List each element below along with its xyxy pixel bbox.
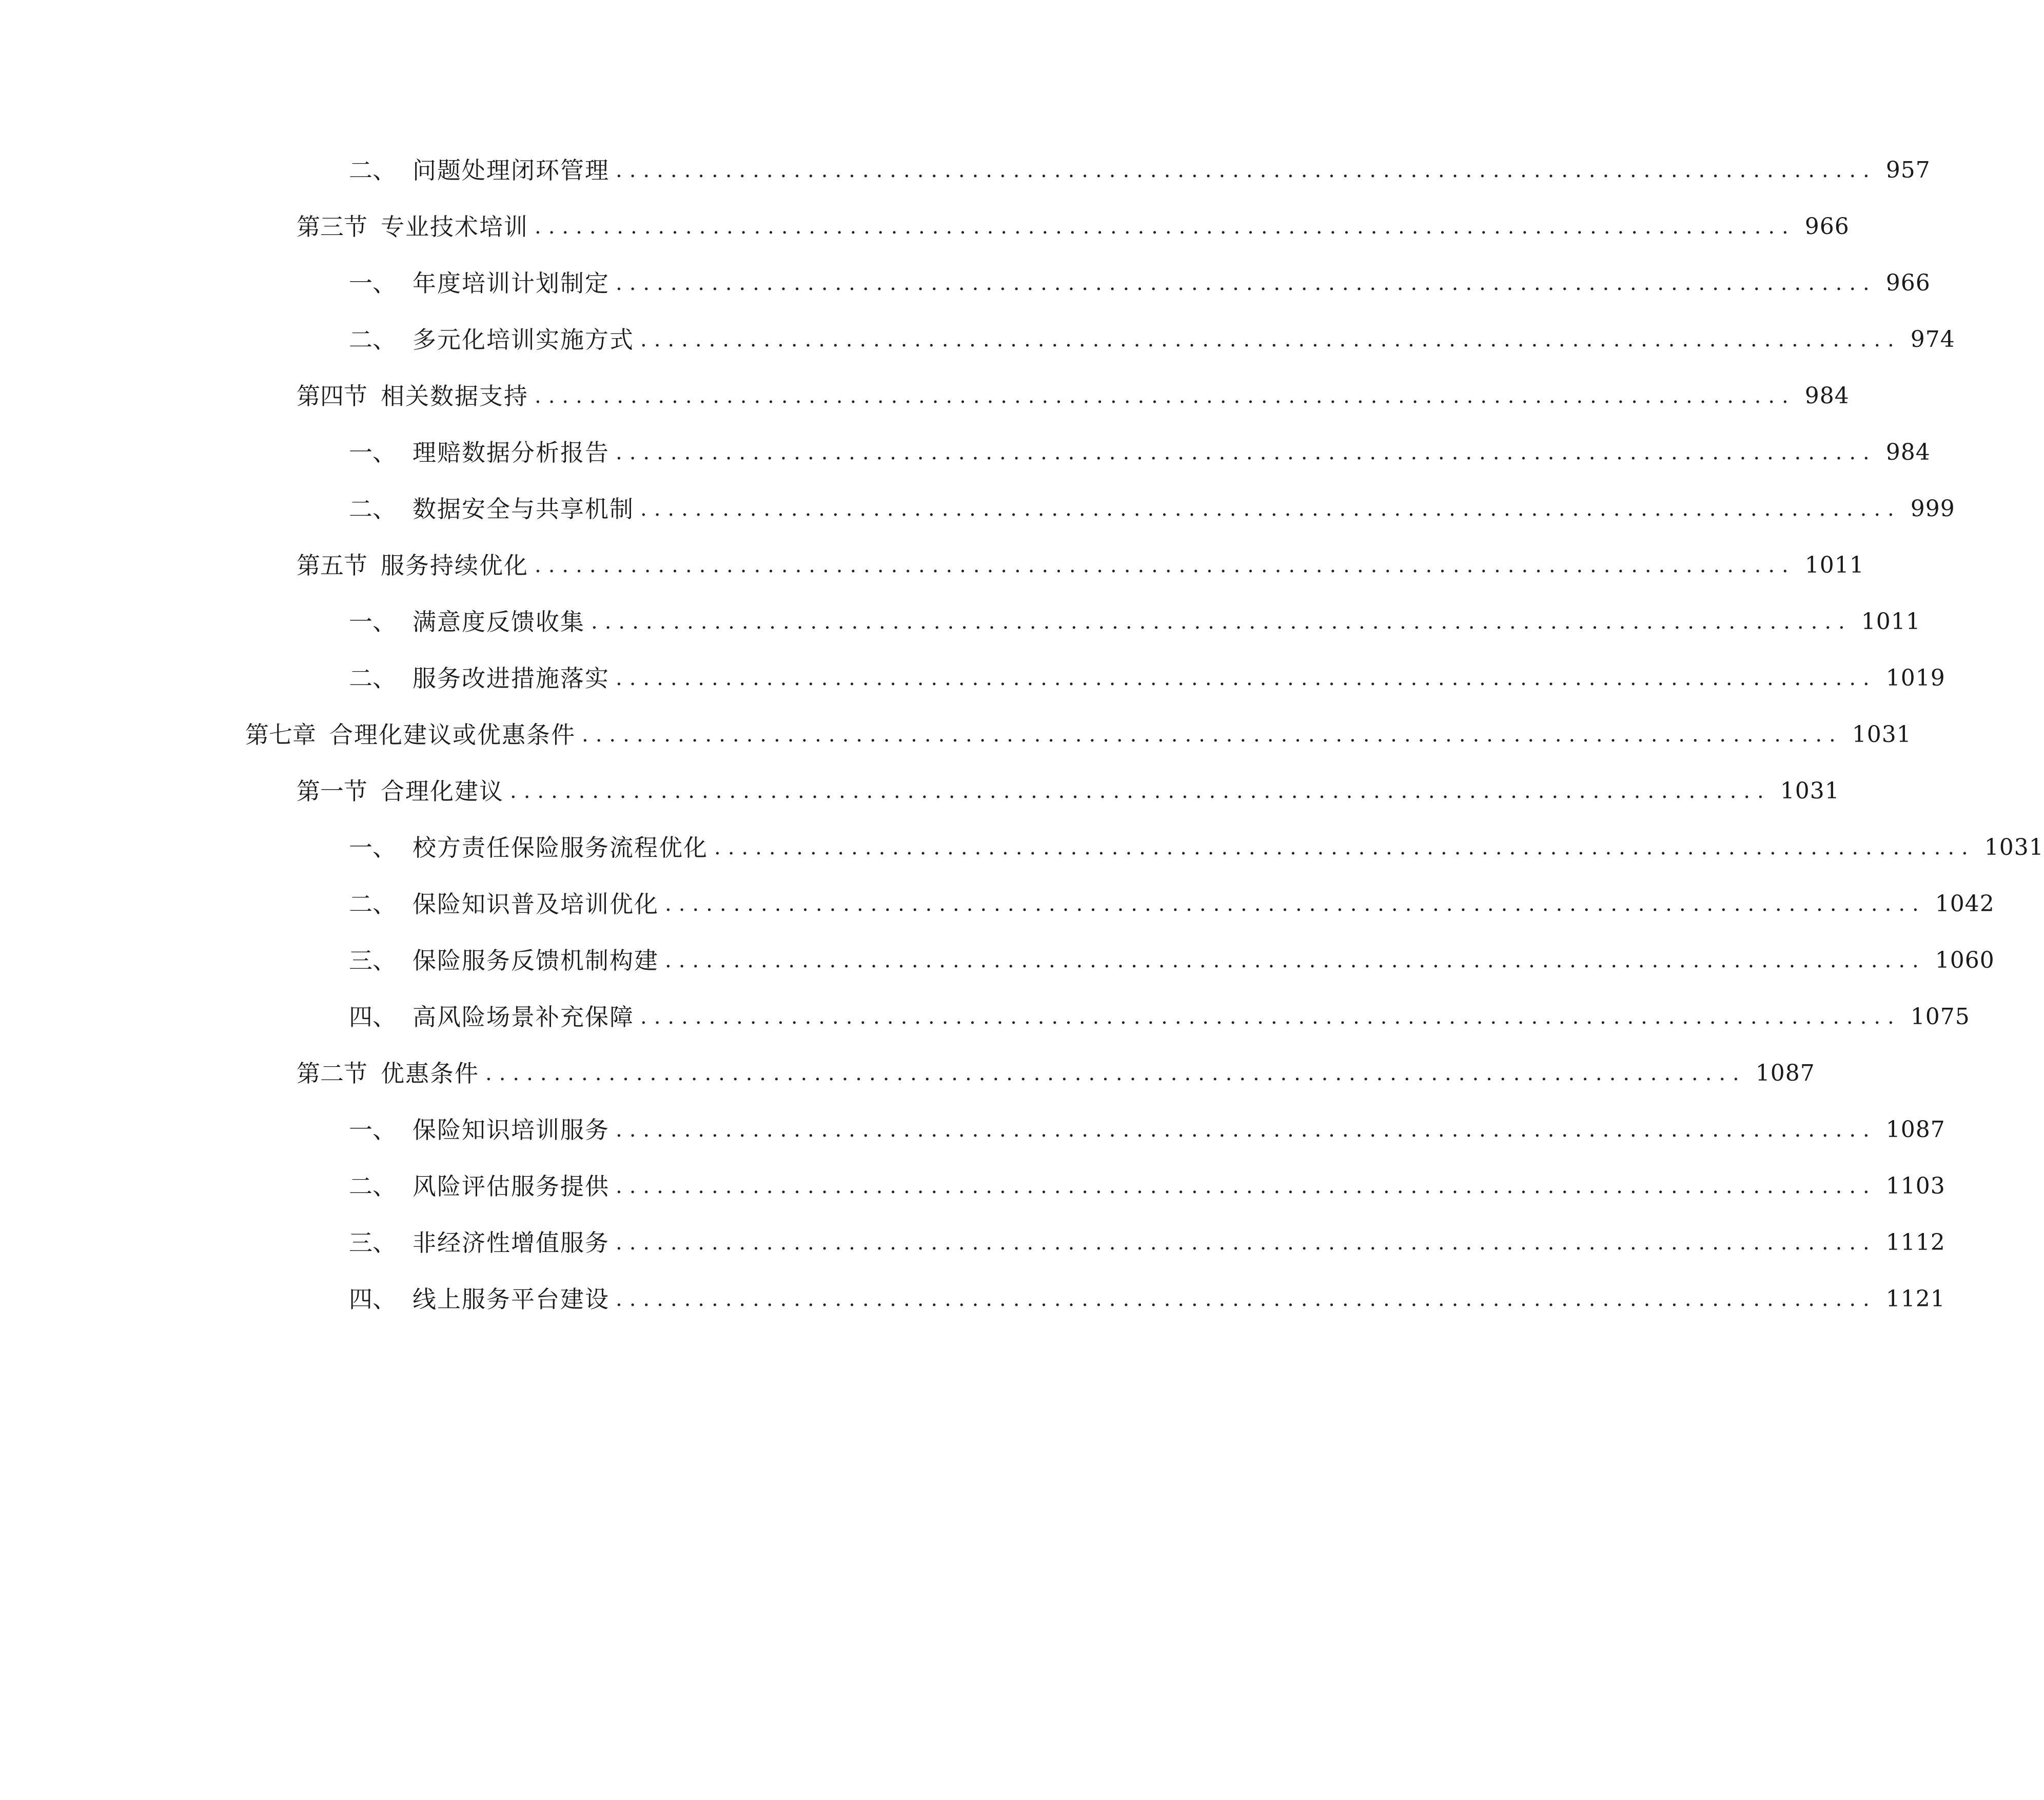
toc-entry[interactable] (297, 1053, 1815, 1094)
entry-number: 二、 (349, 495, 396, 523)
entry-number: 二、 (349, 890, 396, 918)
page-number: 1121 (1885, 1286, 1945, 1312)
dot-leader: ............................................................................................ (582, 723, 1843, 747)
entry-title: 高风险场景补充保障 (412, 1003, 634, 1031)
entry-title: 保险知识培训服务 (412, 1116, 610, 1144)
toc-entry[interactable] (349, 601, 1921, 642)
dot-leader: ............................................................................................ (616, 1287, 1877, 1311)
dot-leader: ............................................................................................ (665, 892, 1926, 916)
toc-entry[interactable] (349, 1166, 1945, 1207)
dot-leader: ............................................................................................ (640, 328, 1901, 351)
entry-title: 非经济性增值服务 (412, 1229, 610, 1257)
toc-entry[interactable] (297, 545, 1864, 586)
toc-entry[interactable] (349, 432, 1931, 473)
entry-title: 服务持续优化 (381, 552, 528, 579)
page-number: 1042 (1935, 891, 1995, 917)
entry-number: 一、 (349, 834, 396, 862)
entry-number: 四、 (349, 1003, 396, 1031)
page-number: 984 (1804, 383, 1850, 409)
toc-entry[interactable] (349, 1222, 1945, 1263)
entry-title: 合理化建议或优惠条件 (329, 721, 576, 749)
page-number: 1087 (1755, 1060, 1815, 1086)
dot-leader: ............................................................................................ (616, 159, 1877, 182)
page-number: 1112 (1885, 1229, 1945, 1256)
entry-title: 风险评估服务提供 (412, 1172, 610, 1200)
dot-leader: ............................................................................................ (535, 384, 1796, 408)
page-number: 1060 (1935, 947, 1995, 973)
toc-entry[interactable] (349, 996, 1970, 1038)
entry-title: 问题处理闭环管理 (412, 156, 610, 184)
entry-number: 一、 (349, 1116, 396, 1144)
page-number: 966 (1804, 213, 1850, 240)
entry-number: 三、 (349, 1229, 396, 1257)
toc-entry[interactable] (349, 658, 1945, 699)
entry-number: 二、 (349, 1172, 396, 1200)
page-number: 1075 (1910, 1004, 1970, 1030)
page-number: 1031 (1780, 778, 1840, 804)
page-number: 957 (1885, 157, 1931, 183)
toc-entry[interactable] (349, 940, 1995, 981)
dot-leader: ............................................................................................ (616, 441, 1877, 464)
page-number: 974 (1910, 326, 1955, 353)
toc-entry[interactable] (349, 488, 1955, 530)
page-number: 1031 (1984, 834, 2044, 860)
entry-number: 一、 (349, 269, 396, 297)
dot-leader: ............................................................................................ (591, 610, 1852, 634)
entry-number: 四、 (349, 1285, 396, 1313)
entry-number: 二、 (349, 664, 396, 692)
toc-entry[interactable] (297, 376, 1850, 417)
entry-title: 理赔数据分析报告 (412, 439, 610, 466)
entry-number: 第四节 (297, 382, 367, 410)
dot-leader: ............................................................................................ (665, 949, 1926, 972)
page-number: 1103 (1885, 1173, 1945, 1199)
toc-entry[interactable] (297, 206, 1850, 247)
dot-leader: ............................................................................................ (535, 554, 1796, 577)
entry-title: 满意度反馈收集 (412, 608, 585, 636)
dot-leader: ............................................................................................ (616, 1231, 1877, 1255)
page-number: 1031 (1852, 721, 1912, 748)
entry-number: 二、 (349, 326, 396, 354)
entry-title: 多元化培训实施方式 (412, 326, 634, 354)
dot-leader: ............................................................................................ (616, 667, 1877, 690)
entry-title: 优惠条件 (381, 1060, 479, 1087)
entry-number: 第七章 (245, 721, 316, 749)
dot-leader: ............................................................................................ (616, 1118, 1877, 1142)
entry-title: 校方责任保险服务流程优化 (412, 834, 708, 862)
page-number: 1087 (1885, 1117, 1945, 1143)
page-number: 984 (1885, 439, 1931, 465)
entry-title: 保险知识普及培训优化 (412, 890, 659, 918)
page-number: 966 (1885, 270, 1931, 296)
entry-title: 线上服务平台建设 (412, 1285, 610, 1313)
entry-title: 合理化建议 (381, 777, 504, 805)
toc-entry[interactable] (349, 319, 1955, 360)
dot-leader: ............................................................................................ (535, 215, 1796, 239)
toc-entry[interactable] (349, 884, 1995, 925)
entry-title: 数据安全与共享机制 (412, 495, 634, 523)
dot-leader: ............................................................................................ (714, 836, 1975, 859)
dot-leader: ............................................................................................ (640, 1005, 1901, 1029)
page-number: 1011 (1804, 552, 1864, 578)
dot-leader: ............................................................................................ (485, 1062, 1746, 1085)
entry-title: 服务改进措施落实 (412, 664, 610, 692)
toc-entry[interactable] (349, 263, 1931, 304)
dot-leader: ............................................................................................ (510, 779, 1771, 803)
entry-title: 专业技术培训 (381, 213, 528, 241)
entry-title: 相关数据支持 (381, 382, 528, 410)
page-number: 999 (1910, 496, 1955, 522)
entry-number: 二、 (349, 156, 396, 184)
toc-entry[interactable] (297, 771, 1840, 812)
entry-number: 第一节 (297, 777, 367, 805)
page-number: 1011 (1861, 609, 1921, 635)
dot-leader: ............................................................................................ (640, 497, 1901, 521)
entry-number: 一、 (349, 439, 396, 466)
toc-entry[interactable] (349, 1279, 1945, 1320)
page-number: 1019 (1885, 665, 1945, 691)
dot-leader: ............................................................................................ (616, 271, 1877, 295)
toc-entry[interactable] (349, 150, 1931, 191)
entry-number: 第二节 (297, 1060, 367, 1087)
entry-title: 年度培训计划制定 (412, 269, 610, 297)
toc-entry[interactable] (349, 1109, 1945, 1150)
toc-entry[interactable] (245, 714, 1912, 755)
entry-number: 一、 (349, 608, 396, 636)
dot-leader: ............................................................................................ (616, 1175, 1877, 1198)
toc-entry[interactable] (349, 827, 2044, 868)
entry-title: 保险服务反馈机制构建 (412, 947, 659, 974)
entry-number: 三、 (349, 947, 396, 974)
entry-number: 第三节 (297, 213, 367, 241)
entry-number: 第五节 (297, 552, 367, 579)
